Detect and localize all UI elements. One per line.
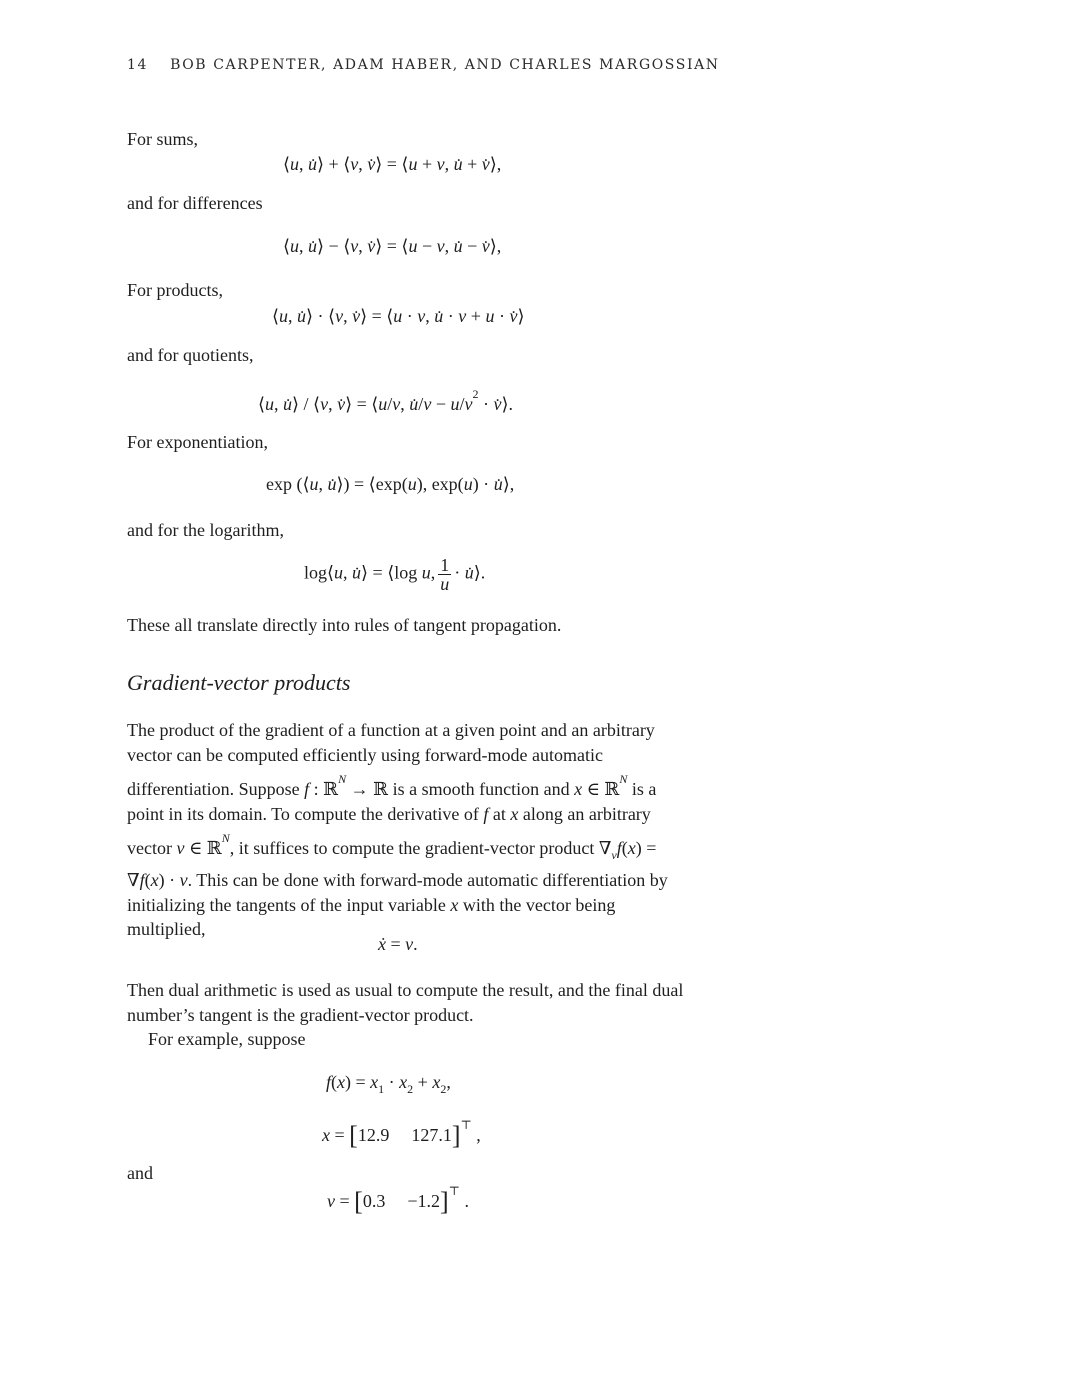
- para-for-exponentiation: For exponentiation,: [127, 432, 268, 452]
- para-gradient-vector: The product of the gradient of a function at a given point and an arbitrary vector can be computed efficiently using forward-mode automatic differentiation. Suppose f : ℝ$^N$ → ℝ is a smooth function and x ∈ ℝ$^N$ is a point in its domain. To compute the derivative of f at x along an arbitrary vector v ∈ ℝ$^N$, it suffices to compute the gradient-vector product $\nabla_vf(x) = \nabla f(x) \cdot v$. This can be done with forward-mode automatic differentiation by initializing the tangents of the input variable x with the vector being multiplied,: [127, 720, 668, 940]
- para-then-dual: Then dual arithmetic is used as usual to compute the result, and the final dual number’s tangent is the gradient-vector product.: [127, 980, 684, 1025]
- para-and: and: [127, 1163, 153, 1183]
- equation-sum: ⟨u, u̇⟩ + ⟨v, v̇⟩ = ⟨u + v, u̇ + v̇⟩,: [283, 154, 502, 174]
- equation-x-dot: ẋ = v.: [378, 934, 418, 954]
- para-for-logarithm: and for the logarithm,: [127, 520, 284, 540]
- para-for-example: For example, suppose: [148, 1029, 306, 1049]
- section-heading: Gradient-vector products: [127, 670, 351, 695]
- running-title: BOB CARPENTER, ADAM HABER, AND CHARLES MARGOSSIAN: [170, 57, 720, 73]
- para-for-quotients: and for quotients,: [127, 345, 254, 365]
- para-for-products: For products,: [127, 280, 223, 300]
- v-value-1: 0.3: [362, 1191, 386, 1211]
- equation-difference: ⟨u, u̇⟩ − ⟨v, v̇⟩ = ⟨u − v, u̇ − v̇⟩,: [283, 236, 502, 256]
- equation-exp: exp (⟨u, u̇⟩) = ⟨exp(u), exp(u) · u̇⟩,: [266, 474, 515, 494]
- para-for-sums: For sums,: [127, 129, 199, 149]
- para-summary: These all translate directly into rules of tangent propagation.: [127, 615, 562, 635]
- equation-quotient: ⟨u, u̇⟩ / ⟨v, v̇⟩ = ⟨u/v, u̇/v − $u/v^2$ · v̇⟩.: [258, 387, 514, 414]
- x-value-1: 12.9: [357, 1125, 390, 1145]
- page-number: 14: [127, 57, 149, 73]
- equation-v-vector: v = [0.3 −1.2]⊤ .: [327, 1184, 469, 1216]
- running-header: [127, 57, 720, 73]
- equation-log: log⟨u, u̇⟩ = ⟨log u, $\frac{1}{u}$ · u̇⟩.: [304, 555, 486, 594]
- equation-x-vector: x = [12.9 127.1]⊤ ,: [322, 1118, 481, 1150]
- equation-f-def: $f(x) = x_1 \cdot x_2 + x_2$,: [326, 1072, 451, 1096]
- v-value-2: −1.2: [407, 1191, 440, 1211]
- para-for-differences: and for differences: [127, 193, 263, 213]
- equation-product: ⟨u, u̇⟩ · ⟨v, v̇⟩ = ⟨u · v, u̇ · v + u · v̇⟩: [272, 306, 525, 326]
- x-value-2: 127.1: [411, 1125, 452, 1145]
